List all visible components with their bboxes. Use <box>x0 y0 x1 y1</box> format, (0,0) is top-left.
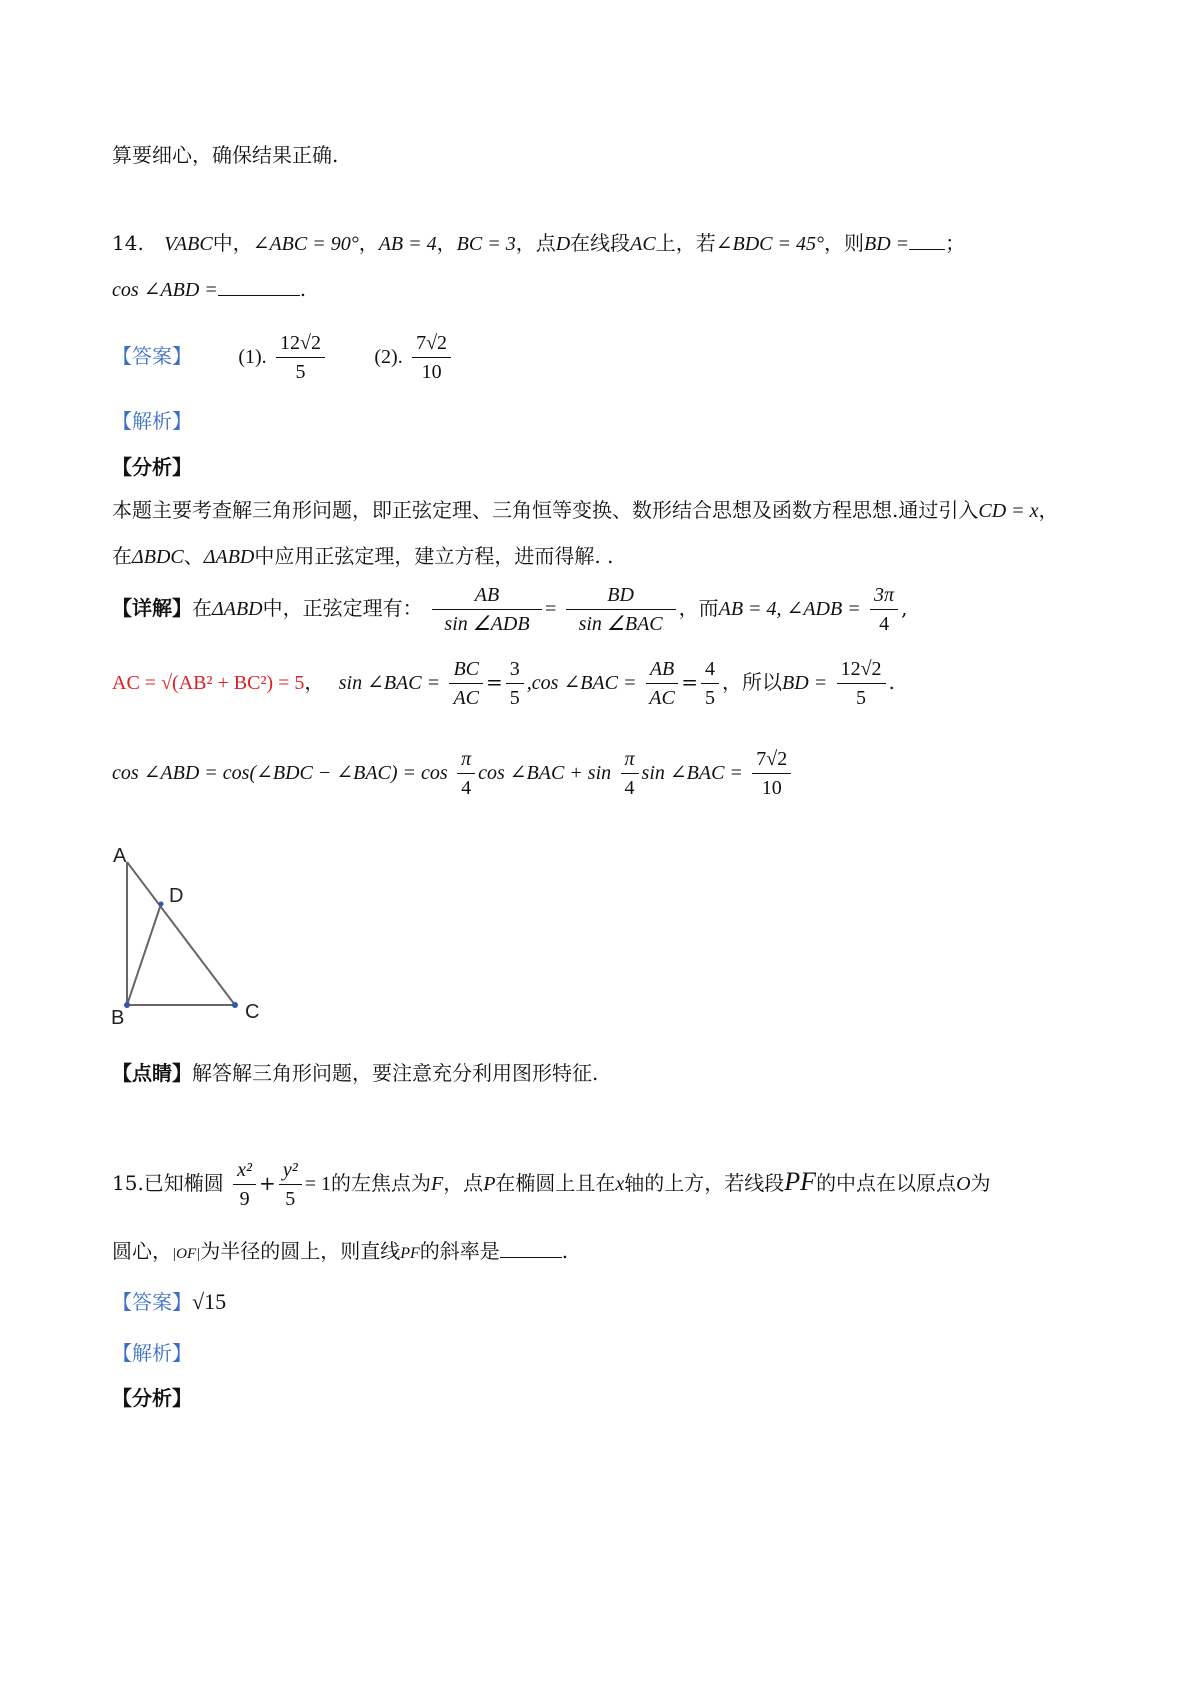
point-d <box>159 902 164 907</box>
answer-blank <box>909 231 945 250</box>
xiangjie-line3: cos ∠ABD = cos(∠BDC − ∠BAC) = cos $\frac{\pi}{4}$ cos ∠BAC + sin $\frac{\pi}{4}$ sin ∠BAC = $\frac{7√2}{10}$ <box>112 742 794 803</box>
ac-formula: AC = √(AB² + BC²) = 5 <box>112 672 305 694</box>
point-b <box>124 1002 130 1008</box>
q15-jiexi-label: 【解析】 <box>112 1341 192 1365</box>
answer-label: 【答案】 <box>112 344 192 368</box>
q14-answer: 【答案】 (1). $\frac{12√2}{5}$ (2). $\frac{7√2}{10}$ <box>112 326 454 387</box>
label-a: A <box>113 845 127 867</box>
jiexi-label: 【解析】 <box>112 409 192 433</box>
triangle-figure <box>105 840 305 1040</box>
q15-answer <box>112 1287 226 1317</box>
xiangjie-label: 【详解】 <box>112 596 192 620</box>
answer-blank <box>218 277 300 296</box>
label-d: D <box>169 885 184 907</box>
dianjing: 【点睛】解答解三角形问题，要注意充分利用图形特征. <box>112 1061 599 1085</box>
q15-statement-line2: 圆心，|OF|为半径的圆上，则直线PF的斜率是 . <box>112 1239 569 1263</box>
continued-text: 算要细心，确保结果正确. <box>112 143 339 167</box>
xiangjie-line1: 【详解】在ΔABD中，正弦定理有： $\frac{AB}{\text{sin ∠ADB}}$ = $\frac{BD}{\text{sin ∠BAC}}$ ，而AB = 4, ∠ADB = $\frac{3\pi}{4}$ , <box>112 578 907 639</box>
answer-blank <box>500 1239 562 1258</box>
label-c: C <box>245 1001 260 1023</box>
label-b: B <box>111 1007 125 1029</box>
fenxi-text1: 本题主要考查解三角形问题，即正弦定理、三角恒等变换、数形结合思想及函数方程思想.通过引入CD = x， <box>112 498 1059 522</box>
dianjing-label: 【点睛】 <box>112 1061 192 1085</box>
q14-triangle: VABC <box>164 233 213 255</box>
segment-bd <box>127 904 161 1005</box>
point-c <box>232 1002 238 1008</box>
answer1-fraction: $\frac{12√2}{5}$ <box>276 329 325 386</box>
q15-fenxi-label: 【分析】 <box>112 1386 192 1410</box>
q14-statement-line1: 14. VABC中，∠ABC = 90°，AB = 4，BC = 3，点D在线段AC上，若∠BDC = 45°，则BD = ； <box>112 231 966 255</box>
side-ac <box>127 862 235 1005</box>
q14-statement-line2: cos ∠ABD = . <box>112 277 307 301</box>
xiangjie-line2: AC = √(AB² + BC²) = 5， sin ∠BAC = $\frac{BC}{AC}$ = $\frac{3}{5}$ ,cos ∠BAC = $\frac{AB}{AC}$ = $\frac{4}{5}$ ，所以BD = $\frac{12√2}{5}$ . <box>112 652 895 713</box>
q14-number: 14. <box>112 231 144 255</box>
fenxi-label: 【分析】 <box>112 455 192 479</box>
answer2-fraction: $\frac{7√2}{10}$ <box>412 329 451 386</box>
answer-value: √15 <box>192 1289 227 1314</box>
fenxi-text2: 在ΔBDC、ΔABD中应用正弦定理，建立方程，进而得解. . <box>112 544 614 568</box>
answer-label: 【答案】 <box>112 1290 192 1314</box>
q15-statement-line1: 15.已知椭圆 $\frac{\text{x²}}{9}$ + $\frac{\text{y²}}{5}$ = 1的左焦点为F，点P在椭圆上且在x轴的上方，若线段PF的中点在以原点O为 <box>112 1150 991 1216</box>
